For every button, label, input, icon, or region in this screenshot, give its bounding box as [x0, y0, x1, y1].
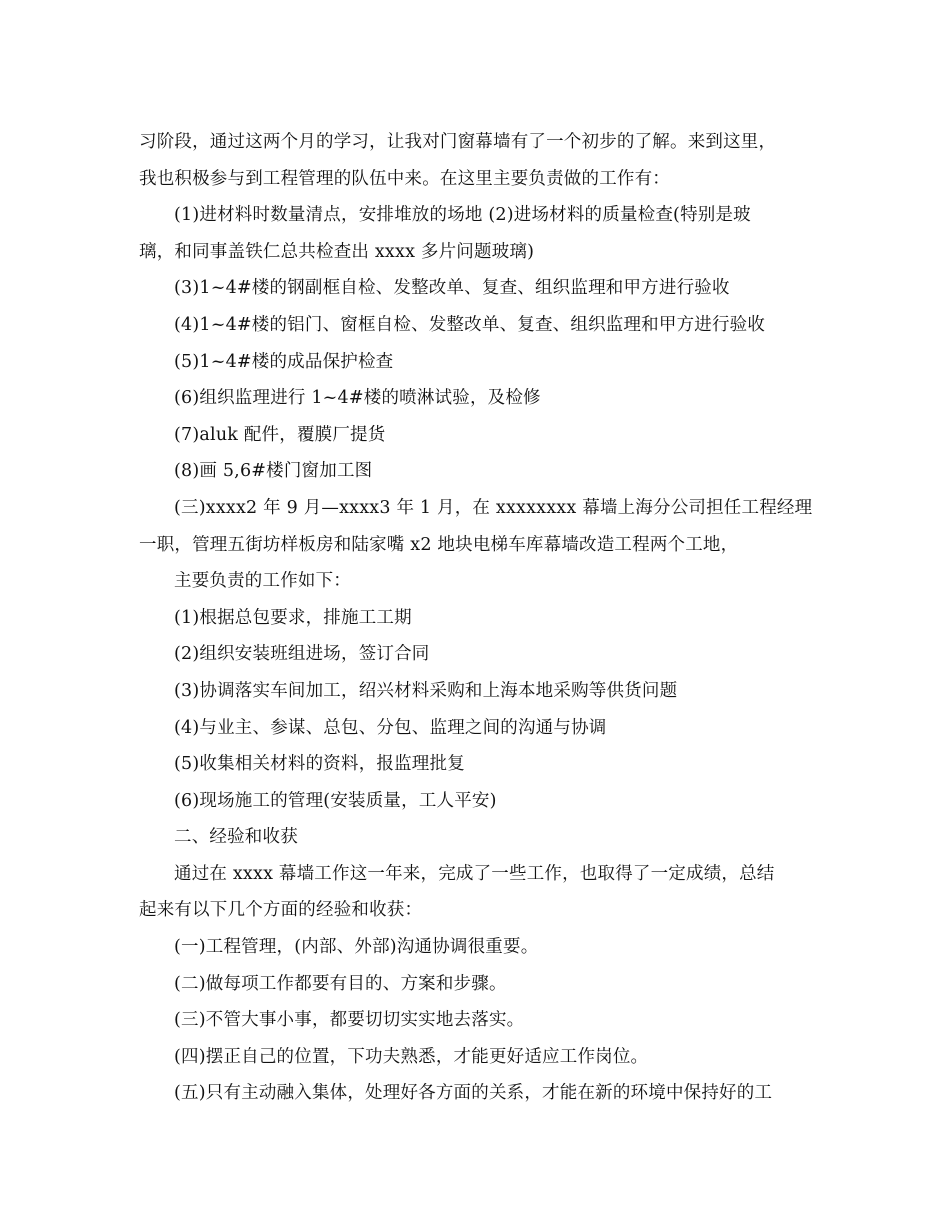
text-line: 一职，管理五街坊样板房和陆家嘴 x2 地块电梯车库幕墙改造工程两个工地， [139, 534, 739, 555]
text-line: 主要负责的工作如下： [174, 571, 351, 592]
text-line: 习阶段，通过这两个月的学习，让我对门窗幕墙有了一个初步的了解。来到这里， [139, 132, 777, 152]
text-line: 璃，和同事盖铁仁总共检查出 xxxx 多片问题玻璃) [139, 241, 535, 262]
text-line: (3)协调落实车间加工，绍兴材料采购和上海本地采购等供货问题 [174, 680, 678, 701]
text-line: (1)根据总包要求，排施工工期 [174, 607, 412, 628]
text-line: (5)收集相关材料的资料，报监理批复 [174, 754, 465, 775]
text-line: 通过在 xxxx 幕墙工作这一年来，完成了一些工作，也取得了一定成绩，总结 [174, 863, 775, 884]
text-line: (三)xxxx2 年 9 月—xxxx3 年 1 月，在 xxxxxxxx 幕墙上海分公司担任工程经理 [174, 497, 813, 518]
text-line: (4)与业主、参谋、总包、分包、监理之间的沟通与协调 [174, 717, 607, 738]
text-line: (7)aluk 配件，覆膜厂提货 [174, 424, 386, 445]
text-line: (1)进材料时数量清点，安排堆放的场地 (2)进场材料的质量检查(特别是玻 [174, 205, 751, 226]
text-line: (6)组织监理进行 1~4#楼的喷淋试验，及检修 [174, 388, 541, 409]
text-line: (五)只有主动融入集体，处理好各方面的关系，才能在新的环境中保持好的工 [174, 1083, 773, 1104]
text-line: 起来有以下几个方面的经验和收获： [139, 900, 423, 921]
text-line: (三)不管大事小事，都要切切实实地去落实。 [174, 1010, 525, 1031]
text-line: (二)做每项工作都要有目的、方案和步骤。 [174, 973, 507, 994]
text-line: (6)现场施工的管理(安装质量，工人平安) [174, 790, 497, 811]
text-line: (5)1~4#楼的成品保护检查 [174, 351, 394, 372]
text-line: (2)组织安装班组进场，签订合同 [174, 644, 430, 665]
text-line: (一)工程管理，(内部、外部)沟通协调很重要。 [174, 937, 539, 958]
text-line: 我也积极参与到工程管理的队伍中来。在这里主要负责做的工作有： [139, 168, 670, 189]
text-line: (8)画 5,6#楼门窗加工图 [174, 461, 373, 482]
section-heading: 二、经验和收获 [174, 827, 298, 848]
text-line: (四)摆正自己的位置，下功夫熟悉，才能更好适应工作岗位。 [174, 1046, 649, 1067]
text-line: (4)1~4#楼的铝门、窗框自检、发整改单、复查、组织监理和甲方进行验收 [174, 314, 766, 335]
document-body [139, 124, 814, 1112]
text-line: (3)1~4#楼的钢副框自检、发整改单、复查、组织监理和甲方进行验收 [174, 278, 730, 299]
